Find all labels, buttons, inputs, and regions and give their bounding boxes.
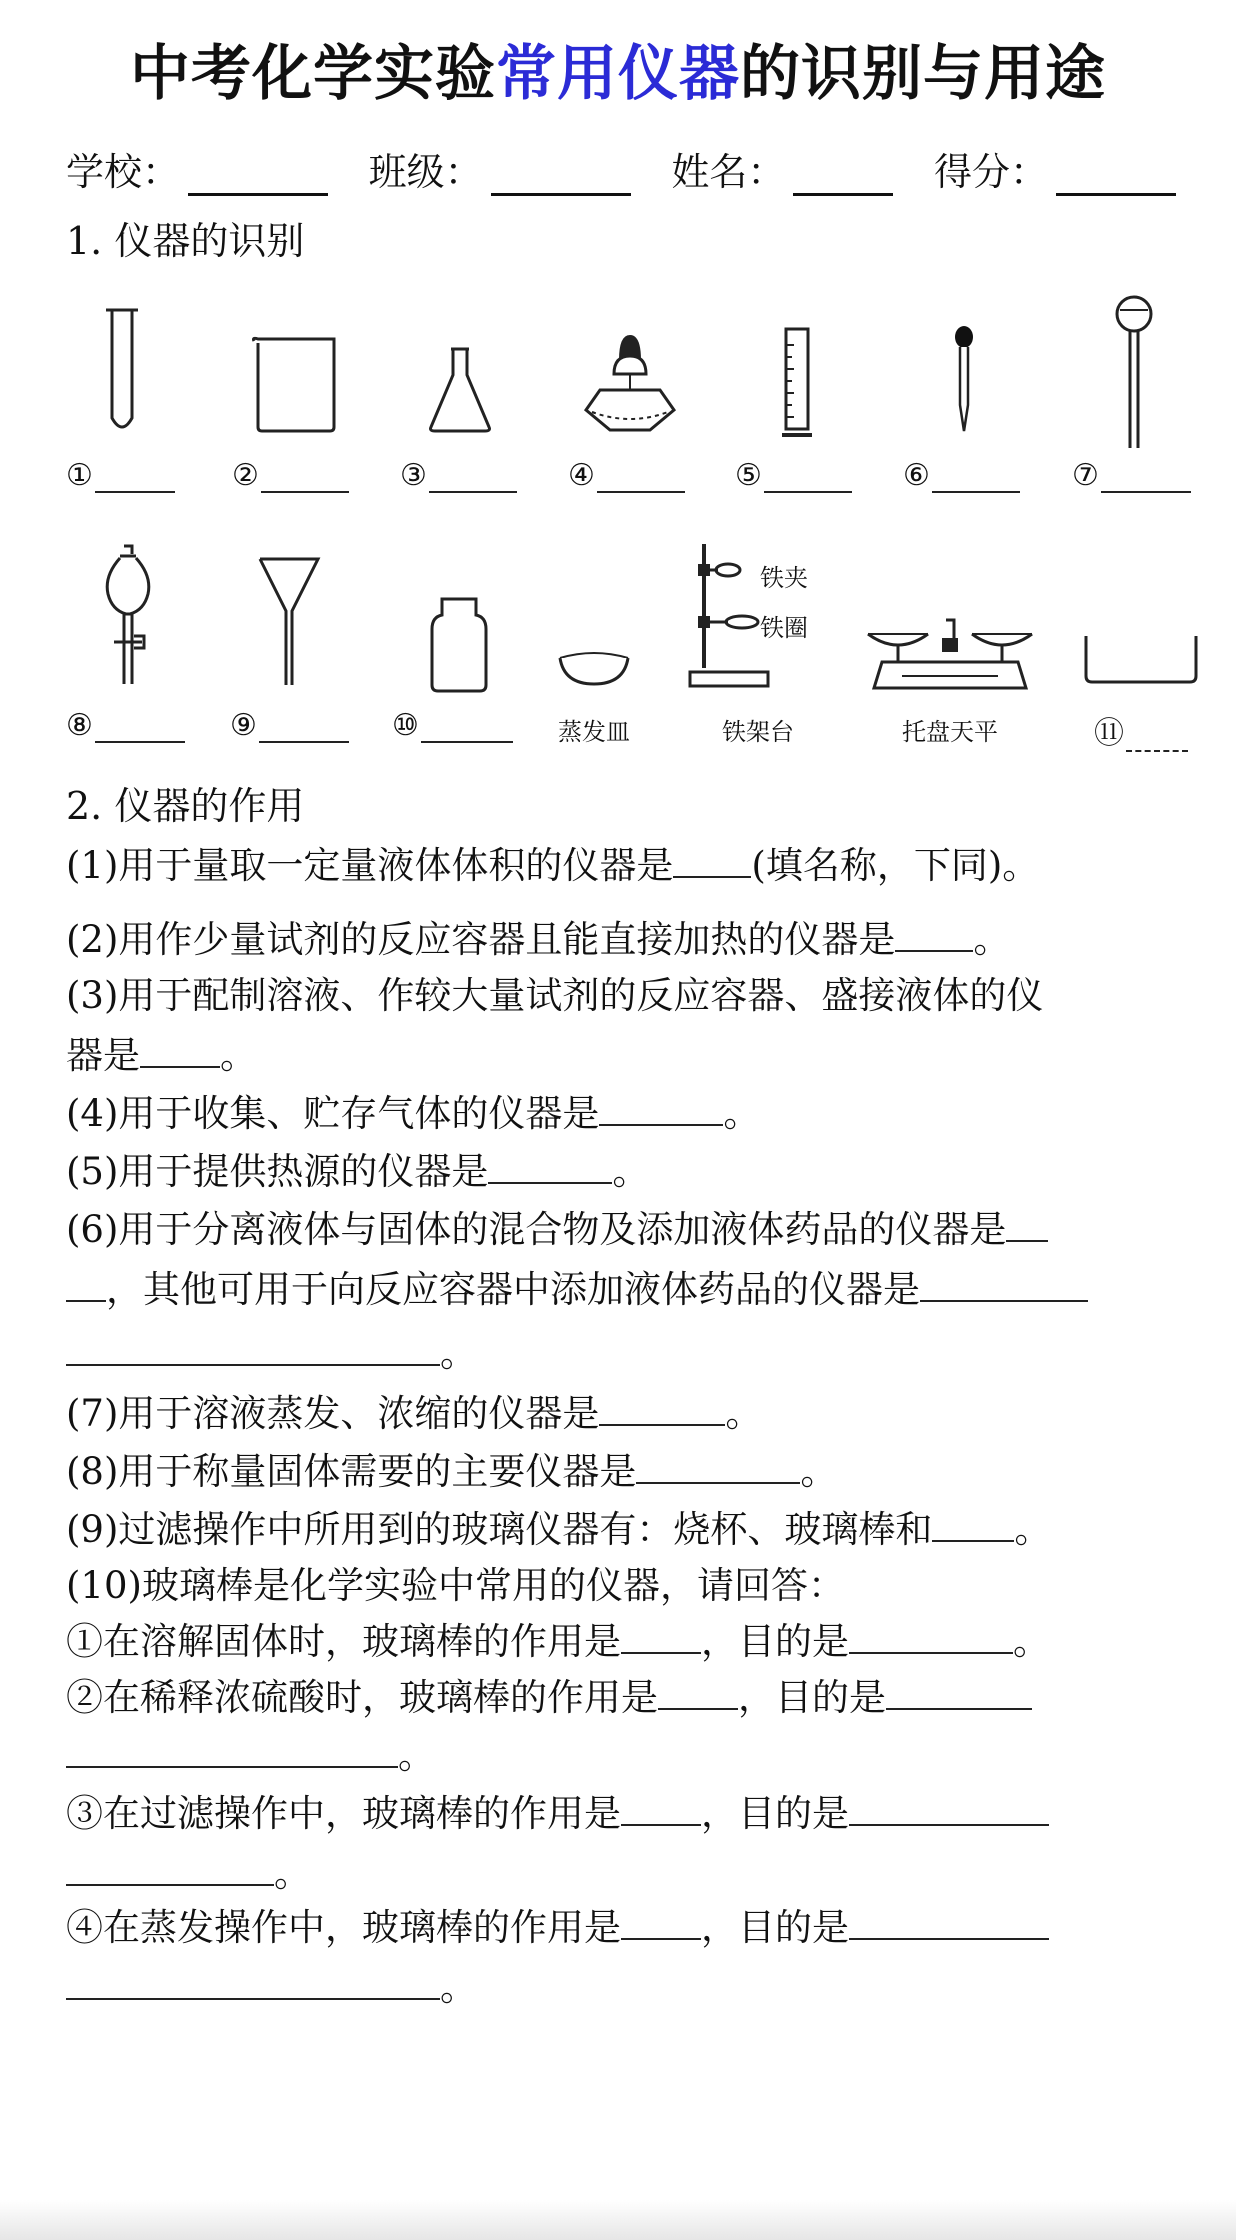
s1-blank-1[interactable] — [621, 1614, 701, 1654]
s4-blank-2a[interactable] — [849, 1900, 1049, 1940]
sub-question-2 — [66, 1670, 1176, 1726]
q6-text-end: 。 — [440, 1332, 477, 1375]
alcohol-lamp-icon — [580, 330, 680, 434]
q5-text: (5)用于提供热源的仪器是 — [66, 1150, 489, 1193]
q7-blank[interactable] — [599, 1386, 725, 1426]
label-4: ④ — [568, 458, 595, 493]
s3-blank-2a[interactable] — [849, 1786, 1049, 1826]
q9-text-end: 。 — [1014, 1508, 1052, 1551]
school-label: 学校： — [66, 150, 181, 194]
q10-text: (10)玻璃棒是化学实验中常用的仪器，请回答： — [66, 1564, 845, 1607]
conical-flask-icon — [425, 345, 495, 435]
trough-icon — [1082, 632, 1200, 686]
blank-4-line[interactable] — [597, 461, 685, 493]
q9-text: (9)过滤操作中所用到的玻璃仪器有：烧杯、玻璃棒和 — [66, 1508, 933, 1551]
question-4 — [66, 1086, 1176, 1142]
question-5 — [66, 1144, 1176, 1200]
name-field[interactable] — [671, 141, 893, 196]
q4-text: (4)用于收集、贮存气体的仪器是 — [66, 1092, 600, 1135]
q6-text: (6)用于分离液体与固体的混合物及添加液体药品的仪器是 — [66, 1208, 1007, 1251]
name-label: 姓名： — [671, 150, 786, 194]
s1-text: ①在溶解固体时，玻璃棒的作用是 — [66, 1620, 621, 1663]
blank-2[interactable] — [232, 458, 349, 493]
blank-5-line[interactable] — [764, 461, 852, 493]
school-blank[interactable] — [188, 153, 328, 196]
blank-3-line[interactable] — [429, 461, 517, 493]
sub-question-4 — [66, 1900, 1176, 1956]
label-5: ⑤ — [735, 458, 762, 493]
name-blank[interactable] — [793, 153, 893, 196]
sub-question-3 — [66, 1786, 1176, 1842]
question-10 — [66, 1558, 1176, 1614]
s4-text-2: ，目的是 — [701, 1906, 849, 1949]
dropper-icon — [952, 325, 976, 435]
q6-blank-2a[interactable] — [920, 1262, 1088, 1302]
blank-1-line[interactable] — [95, 461, 175, 493]
q3-text-end: 。 — [220, 1034, 257, 1077]
blank-5[interactable] — [735, 458, 852, 493]
q2-blank[interactable] — [895, 912, 973, 952]
blank-3[interactable] — [400, 458, 517, 493]
question-9 — [66, 1502, 1176, 1558]
blank-11[interactable] — [1094, 708, 1188, 752]
q3-text: (3)用于配制溶液、作较大量试剂的反应容器、盛接液体的仪 — [66, 974, 1044, 1017]
s2-text: ②在稀释浓硫酸时，玻璃棒的作用是 — [66, 1676, 658, 1719]
sub-question-4-cont — [66, 1960, 1176, 2016]
s4-blank-1[interactable] — [621, 1900, 701, 1940]
s3-text-2: ，目的是 — [701, 1792, 849, 1835]
separatory-funnel-icon — [100, 542, 156, 687]
s2-blank-2a[interactable] — [886, 1670, 1032, 1710]
iron-ring-caption: 铁圈 — [760, 614, 808, 642]
s2-text-2: ，目的是 — [738, 1676, 886, 1719]
test-tube-icon — [100, 300, 144, 440]
label-9: ⑨ — [230, 708, 257, 743]
s4-blank-2b[interactable] — [66, 1960, 440, 2000]
label-11: ⑪ — [1094, 716, 1124, 751]
blank-4[interactable] — [568, 458, 685, 493]
q2-text: (2)用作少量试剂的反应容器且能直接加热的仪器是 — [66, 918, 896, 961]
class-label: 班级： — [368, 150, 483, 194]
label-10: ⑩ — [392, 708, 419, 743]
label-3: ③ — [400, 458, 427, 493]
q3-blank[interactable] — [140, 1028, 220, 1068]
q6-blank-2b[interactable] — [66, 1326, 440, 1366]
blank-8[interactable] — [66, 708, 185, 743]
school-field[interactable] — [66, 141, 328, 196]
sub-question-1 — [66, 1614, 1176, 1670]
s3-blank-2b[interactable] — [66, 1846, 274, 1886]
section-1-heading: 1. 仪器的识别 — [66, 219, 305, 263]
evaporating-dish-icon — [556, 648, 632, 688]
s2-text-end: 。 — [398, 1734, 435, 1777]
blank-11-line[interactable] — [1126, 720, 1188, 752]
question-6-cont-2 — [66, 1326, 1176, 1382]
s2-blank-1[interactable] — [658, 1670, 738, 1710]
blank-6-line[interactable] — [932, 461, 1020, 493]
question-3 — [66, 968, 1176, 1024]
q6-blank-1b[interactable] — [66, 1262, 106, 1302]
q9-blank[interactable] — [932, 1502, 1014, 1542]
q8-blank[interactable] — [636, 1444, 800, 1484]
gas-jar-icon — [428, 595, 490, 695]
question-1 — [66, 838, 1176, 894]
s3-text: ③在过滤操作中，玻璃棒的作用是 — [66, 1792, 621, 1835]
question-7 — [66, 1386, 1176, 1442]
iron-clamp-caption: 铁夹 — [760, 564, 808, 592]
q3-text-2: 器是 — [66, 1034, 140, 1077]
blank-8-line[interactable] — [95, 711, 185, 743]
score-blank[interactable] — [1056, 153, 1176, 196]
title-accent: 常用仪器 — [496, 39, 740, 109]
section-2-heading: 2. 仪器的作用 — [66, 784, 305, 828]
label-2: ② — [232, 458, 259, 493]
blank-7[interactable] — [1072, 458, 1191, 493]
title-part-3: 的识别与用途 — [740, 39, 1106, 109]
s4-text-end: 。 — [440, 1966, 477, 2009]
beaker-icon — [250, 335, 340, 435]
s1-text-2: ，目的是 — [701, 1620, 849, 1663]
blank-2-line[interactable] — [261, 461, 349, 493]
score-label: 得分： — [933, 150, 1048, 194]
class-blank[interactable] — [491, 153, 631, 196]
q4-blank[interactable] — [599, 1086, 723, 1126]
blank-10-line[interactable] — [421, 711, 513, 743]
q1-blank[interactable] — [673, 838, 751, 878]
s3-text-end: 。 — [274, 1852, 311, 1895]
label-7: ⑦ — [1072, 458, 1099, 493]
s3-blank-1[interactable] — [621, 1786, 701, 1826]
q6-blank-1a[interactable] — [1006, 1202, 1048, 1242]
sub-question-2-cont — [66, 1728, 1176, 1784]
s1-blank-2[interactable] — [849, 1614, 1013, 1654]
q4-text-end: 。 — [723, 1092, 761, 1135]
q8-text-end: 。 — [800, 1450, 838, 1493]
s4-text: ④在蒸发操作中，玻璃棒的作用是 — [66, 1906, 621, 1949]
question-2 — [66, 912, 1176, 968]
balance-icon — [862, 612, 1038, 698]
class-field[interactable] — [369, 141, 631, 196]
funnel-icon — [256, 555, 322, 690]
balance-caption: 托盘天平 — [902, 718, 998, 746]
q5-text-end: 。 — [612, 1150, 650, 1193]
sub-question-3-cont — [66, 1846, 1176, 1902]
score-field[interactable] — [934, 141, 1176, 196]
iron-stand-caption: 铁架台 — [722, 718, 794, 746]
blank-1[interactable] — [66, 458, 175, 493]
worksheet-title — [0, 26, 1236, 112]
s1-text-end: 。 — [1013, 1620, 1050, 1663]
title-part-1: 中考化学实验 — [130, 39, 496, 109]
q5-blank[interactable] — [488, 1144, 612, 1184]
q8-text: (8)用于称量固体需要的主要仪器是 — [66, 1450, 637, 1493]
blank-7-line[interactable] — [1101, 461, 1191, 493]
q1-text: (1)用于量取一定量液体体积的仪器是 — [66, 844, 674, 887]
question-6-cont — [66, 1262, 1176, 1318]
label-8: ⑧ — [66, 708, 93, 743]
blank-10[interactable] — [392, 708, 513, 743]
q1-text-end: (填名称，下同)。 — [751, 844, 1040, 887]
blank-9-line[interactable] — [259, 711, 349, 743]
evaporating-dish-caption: 蒸发皿 — [558, 718, 630, 746]
blank-6[interactable] — [903, 458, 1020, 493]
q7-text-end: 。 — [725, 1392, 763, 1435]
label-6: ⑥ — [903, 458, 930, 493]
bottom-edge-shadow — [0, 2200, 1236, 2240]
blank-9[interactable] — [230, 708, 349, 743]
question-3-cont — [66, 1028, 1176, 1084]
long-neck-funnel-icon — [1112, 292, 1156, 452]
graduated-cylinder-icon — [780, 325, 814, 440]
student-info-row — [66, 136, 1176, 196]
question-6 — [66, 1202, 1176, 1258]
q2-text-end: 。 — [973, 918, 1011, 961]
q7-text: (7)用于溶液蒸发、浓缩的仪器是 — [66, 1392, 600, 1435]
s2-blank-2b[interactable] — [66, 1728, 398, 1768]
label-1: ① — [66, 458, 93, 493]
q6-text-2: ，其他可用于向反应容器中添加液体药品的仪器是 — [106, 1268, 920, 1311]
question-8 — [66, 1444, 1176, 1500]
